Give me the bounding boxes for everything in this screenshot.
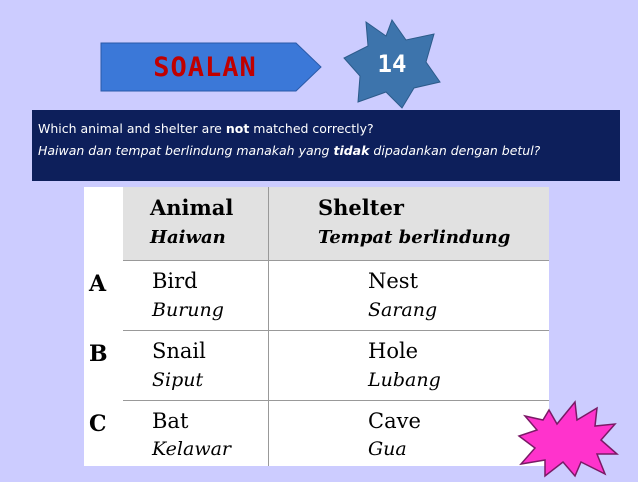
shelter-name-malay: Lubang: [368, 369, 441, 391]
question-english: [38, 118, 614, 140]
shelter-name: Cave: [368, 409, 421, 433]
header-shelter: Shelter: [318, 195, 404, 220]
header-animal-malay: Haiwan: [150, 227, 226, 248]
burst-icon: [517, 396, 621, 478]
shelter-name-malay: Gua: [368, 438, 407, 460]
shelter-name: Nest: [368, 269, 419, 293]
question-en-emphasis: not: [225, 121, 250, 136]
question-en-text: Which animal and shelter are: [38, 121, 226, 136]
option-label: C: [89, 411, 107, 437]
shelter-name-malay: Sarang: [368, 299, 438, 321]
animal-name-malay: Siput: [152, 369, 204, 391]
animal-name: Bat: [152, 409, 189, 433]
animal-name: Bird: [152, 269, 198, 293]
question-banner: [32, 110, 620, 181]
question-ms-emphasis: tidak: [333, 143, 370, 158]
column-divider: [268, 187, 269, 466]
row-divider: [123, 400, 549, 401]
animal-name: Snail: [152, 339, 206, 363]
soalan-label: [100, 42, 322, 92]
header-shelter-malay: Tempat berlindung: [318, 227, 511, 248]
animal-name-malay: Burung: [152, 299, 224, 321]
shelter-name: Hole: [368, 339, 419, 363]
question-ms-text: Haiwan dan tempat berlindung manakah yang: [38, 143, 334, 158]
question-ms-text-end: dipadankan dengan betul?: [369, 143, 541, 158]
question-number: 14: [377, 50, 407, 78]
question-malay: [38, 140, 614, 162]
option-label: B: [89, 341, 108, 367]
option-label: A: [89, 271, 107, 297]
question-number-badge: [342, 18, 442, 110]
question-en-text-end: matched correctly?: [249, 121, 374, 136]
animal-name-malay: Kelawar: [152, 438, 232, 460]
row-divider: [123, 260, 549, 261]
answer-table: [84, 187, 549, 466]
row-divider: [123, 330, 549, 331]
soalan-text: SOALAN: [153, 51, 257, 83]
header-animal: Animal: [150, 195, 234, 220]
